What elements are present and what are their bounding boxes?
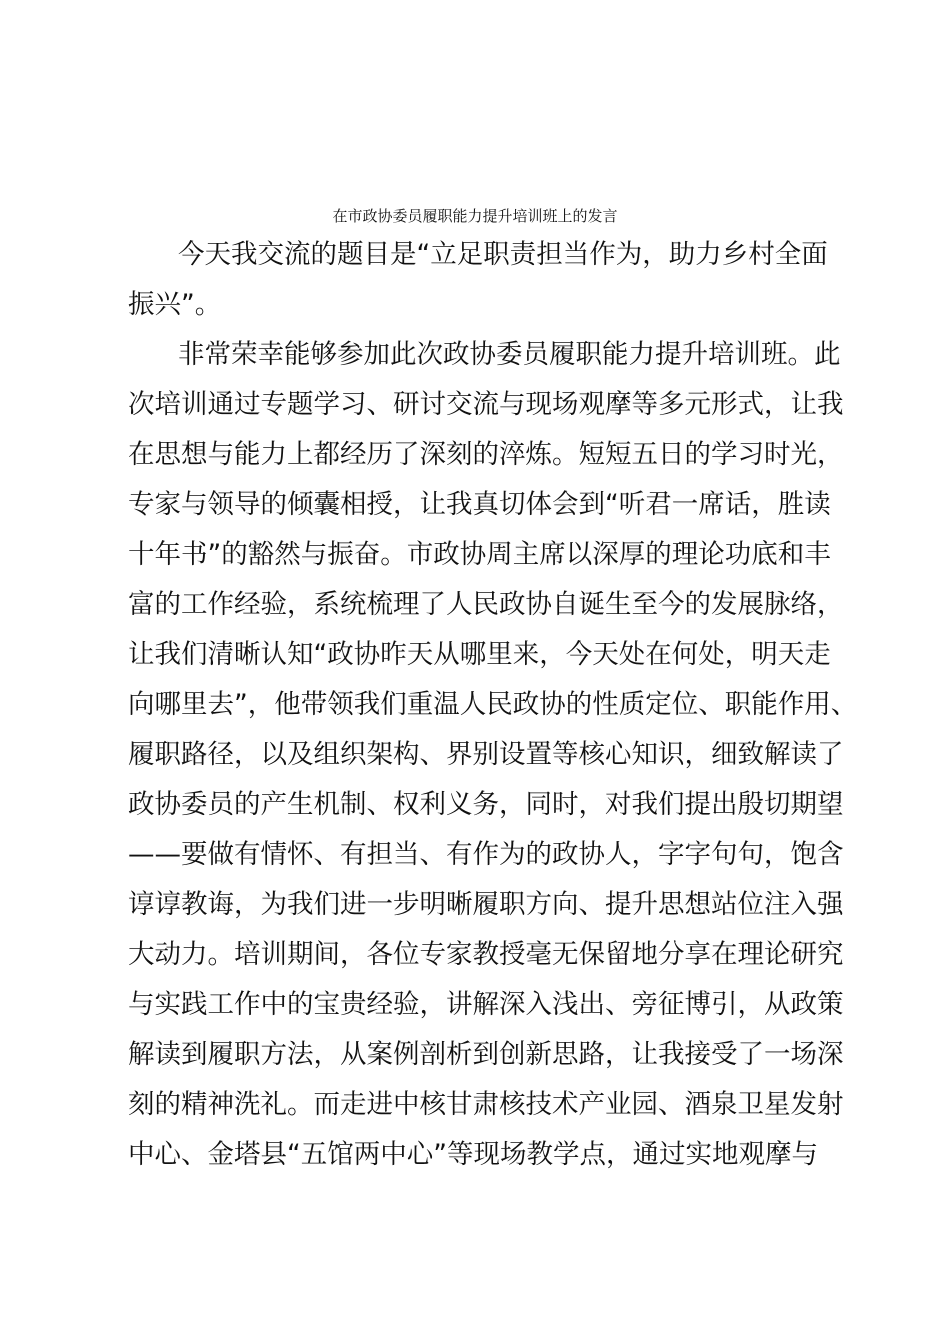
text-line: 解读到履职方法，从案例剖析到创新思路，让我接受了一场深 — [128, 1039, 844, 1070]
text-line: 振兴”。 — [128, 289, 222, 320]
text-line: 大动力。培训期间，各位专家教授毫无保留地分享在理论研究 — [128, 939, 844, 970]
text-line: 次培训通过专题学习、研讨交流与现场观摩等多元形式，让我 — [128, 389, 844, 420]
text-line: 今天我交流的题目是“立足职责担当作为，助力乡村全面 — [178, 239, 828, 270]
text-line: 政协委员的产生机制、权利义务，同时，对我们提出殷切期望 — [128, 789, 844, 820]
text-line: 富的工作经验，系统梳理了人民政协自诞生至今的发展脉络， — [128, 589, 844, 620]
text-line: 非常荣幸能够参加此次政协委员履职能力提升培训班。此 — [178, 339, 841, 370]
text-line: 让我们清晰认知“政协昨天从哪里来，今天处在何处，明天走 — [128, 639, 831, 670]
text-line: 刻的精神洗礼。而走进中核甘肃核技术产业园、酒泉卫星发射 — [128, 1089, 844, 1120]
text-line: 履职路径，以及组织架构、界别设置等核心知识，细致解读了 — [128, 739, 844, 770]
text-line: ——要做有情怀、有担当、有作为的政协人，字字句句，饱含 — [128, 839, 844, 870]
text-line: 十年书”的豁然与振奋。市政协周主席以深厚的理论功底和丰 — [128, 539, 831, 570]
text-line: 向哪里去”，他带领我们重温人民政协的性质定位、职能作用、 — [128, 689, 858, 720]
text-line: 在思想与能力上都经历了深刻的淬炼。短短五日的学习时光， — [128, 439, 844, 470]
text-line: 中心、金塔县“五馆两中心”等现场教学点，通过实地观摩与 — [128, 1139, 818, 1170]
document-title: 在市政协委员履职能力提升培训班上的发言 — [332, 207, 618, 226]
text-line: 谆谆教诲，为我们进一步明晰履职方向、提升思想站位注入强 — [128, 889, 844, 920]
text-line: 专家与领导的倾囊相授，让我真切体会到“听君一席话，胜读 — [128, 489, 831, 520]
text-line: 与实践工作中的宝贵经验，讲解深入浅出、旁征博引，从政策 — [128, 989, 844, 1020]
